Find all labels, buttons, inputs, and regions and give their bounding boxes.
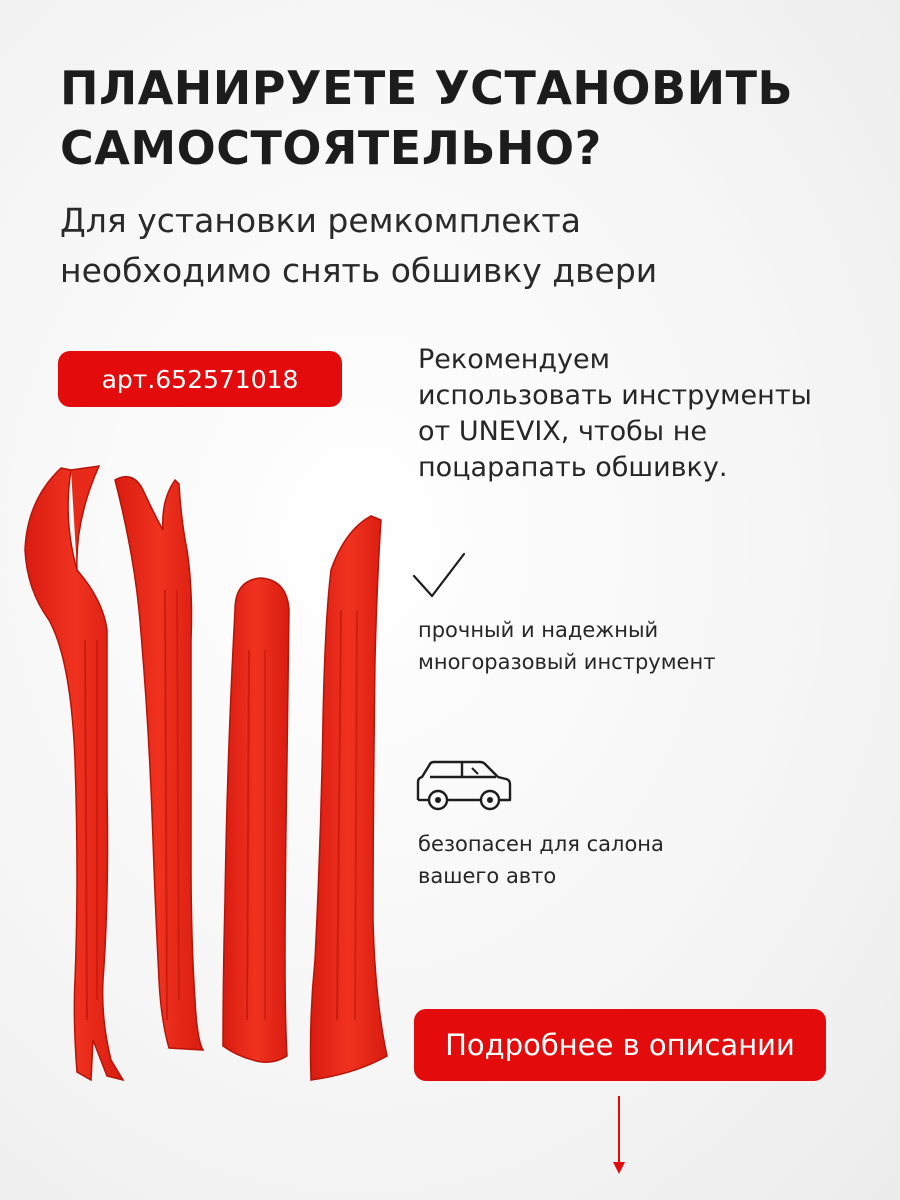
- feature-safe: [418, 828, 888, 892]
- car-icon: [414, 760, 514, 814]
- feature-line: многоразовый инструмент: [418, 650, 716, 674]
- article-label: арт.652571018: [101, 364, 299, 394]
- recommendation-text: [418, 342, 888, 486]
- feature-line: прочный и надежный: [418, 618, 659, 642]
- feature-durable: [418, 614, 888, 678]
- tool-forked-curved: [25, 466, 123, 1080]
- cta-label: Подробнее в описании: [445, 1028, 795, 1062]
- feature-line: безопасен для салона: [418, 832, 664, 856]
- tool-wedge: [311, 516, 388, 1080]
- trim-tools-image: [15, 460, 395, 1120]
- recommendation-line: поцарапать обшивку.: [418, 452, 728, 483]
- recommendation-line: использовать инструменты: [418, 380, 812, 411]
- page-subtitle: [60, 196, 860, 296]
- page-title: [60, 58, 860, 178]
- title-line: САМОСТОЯТЕЛЬНО?: [60, 121, 602, 175]
- more-in-description-button[interactable]: [414, 1009, 826, 1081]
- feature-line: вашего авто: [418, 864, 557, 888]
- recommendation-line: от UNEVIX, чтобы не: [418, 416, 707, 447]
- arrow-down-icon: [610, 1096, 628, 1176]
- title-line: ПЛАНИРУЕТЕ УСТАНОВИТЬ: [60, 61, 794, 115]
- subtitle-line: Для установки ремкомплекта: [60, 201, 581, 240]
- checkmark-icon: [412, 550, 468, 600]
- subtitle-line: необходимо снять обшивку двери: [60, 251, 658, 290]
- tool-flat-rounded: [223, 578, 289, 1062]
- article-badge: [58, 351, 342, 407]
- recommendation-line: Рекомендуем: [418, 344, 610, 375]
- tool-forked-straight: [115, 477, 203, 1050]
